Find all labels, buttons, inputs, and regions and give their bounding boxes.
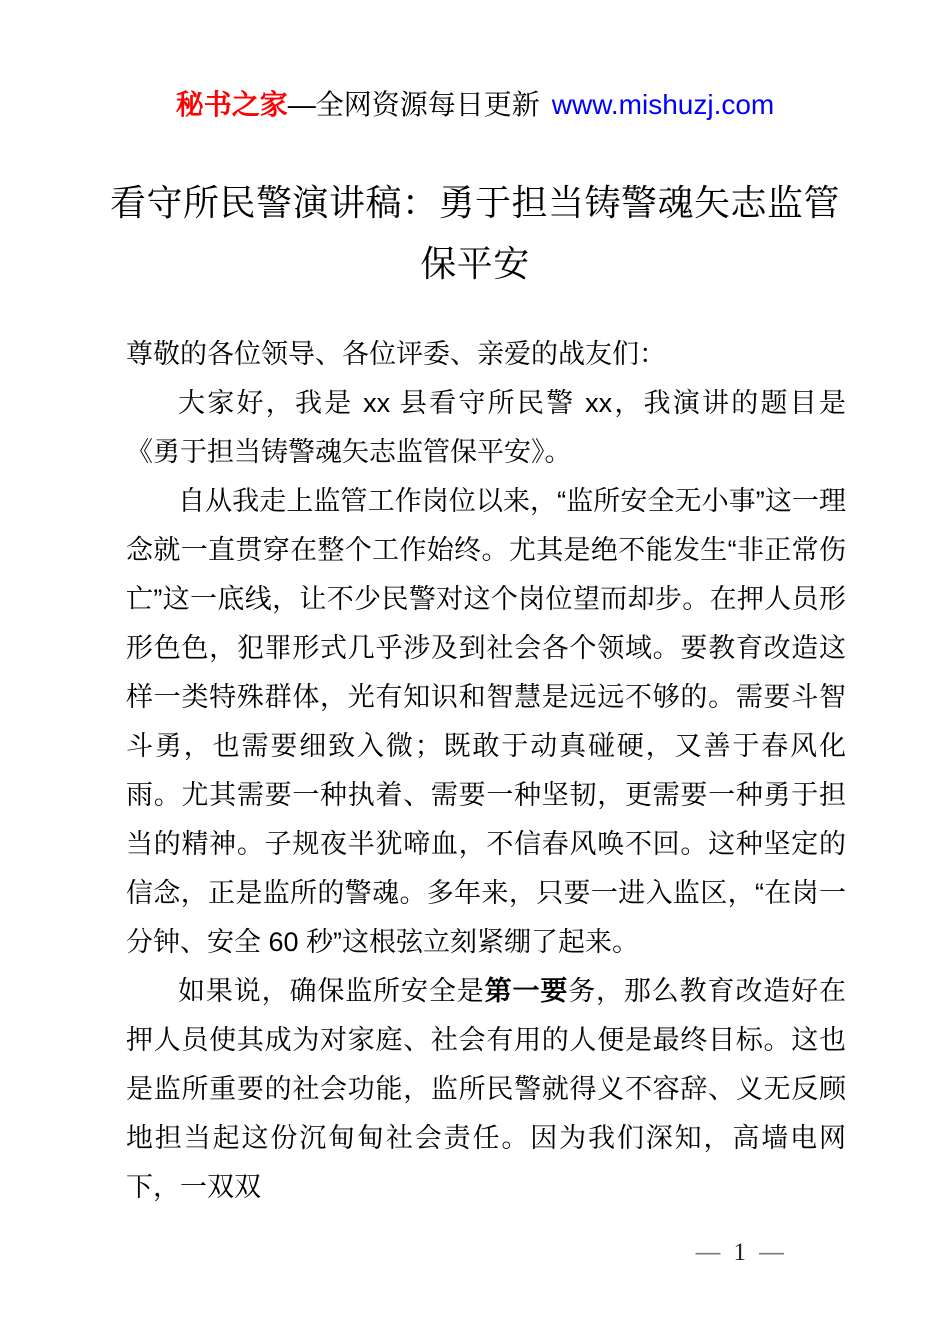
document-body [126, 330, 846, 1212]
footer-dash-right: — [759, 1238, 784, 1266]
site-header [0, 88, 950, 122]
document-title [95, 172, 855, 294]
paragraph-text: 大家好，我是 xx 县看守所民警 xx，我演讲的题目是《勇于担当铸警魂矢志监管保平安》。 [126, 388, 846, 467]
paragraph-text: 务，那么教育改造好在押人员使其成为对家庭、社会有用的人便是最终目标。这也是监所重要的社会功能，监所民警就得义不容辞、义无反顾地担当起这份沉甸甸社会责任。因为我们深知，高墙电网下，一双双 [126, 976, 847, 1202]
page-footer [0, 1237, 950, 1268]
document-title-line2: 保平安 [420, 243, 530, 284]
site-url-link[interactable]: www.mishuzj.com [551, 89, 775, 120]
document-title-line1: 看守所民警演讲稿：勇于担当铸警魂矢志监管 [109, 182, 840, 223]
paragraph [126, 967, 846, 1212]
header-separator: — [287, 89, 316, 120]
page-number: 1 [733, 1239, 746, 1266]
site-brand: 秘书之家 [175, 89, 288, 120]
footer-dash-left: — [695, 1238, 721, 1266]
paragraph [126, 330, 846, 379]
paragraph-text: 尊敬的各位领导、各位评委、亲爱的战友们： [126, 339, 666, 369]
paragraph [126, 477, 846, 967]
paragraph-bold-text: 第一要 [484, 976, 569, 1006]
paragraph [126, 379, 846, 477]
paragraph-text: 自从我走上监管工作岗位以来，“监所安全无小事”这一理念就一直贯穿在整个工作始终。尤其是绝不能发生“非正常伤亡”这一底线，让不少民警对这个岗位望而却步。在押人员形形色色，犯罪形式几乎涉及到社会各个领域。要教育改造这样一类特殊群体，光有知识和智慧是远远不够的。需要斗智斗勇，也需要细致入微；既敢于动真碰硬，又善于春风化雨。尤其需要一种执着、需要一种坚韧，更需要一种勇于担当的精神。子规夜半犹啼血，不信春风唤不回。这种坚定的信念，正是监所的警魂。多年来，只要一进入监区，“在岗一分钟、安全 60 秒”这根弦立刻紧绷了起来。 [126, 486, 846, 957]
paragraph-text: 如果说，确保监所安全是 [178, 976, 485, 1006]
site-tagline: 全网资源每日更新 [315, 89, 540, 120]
